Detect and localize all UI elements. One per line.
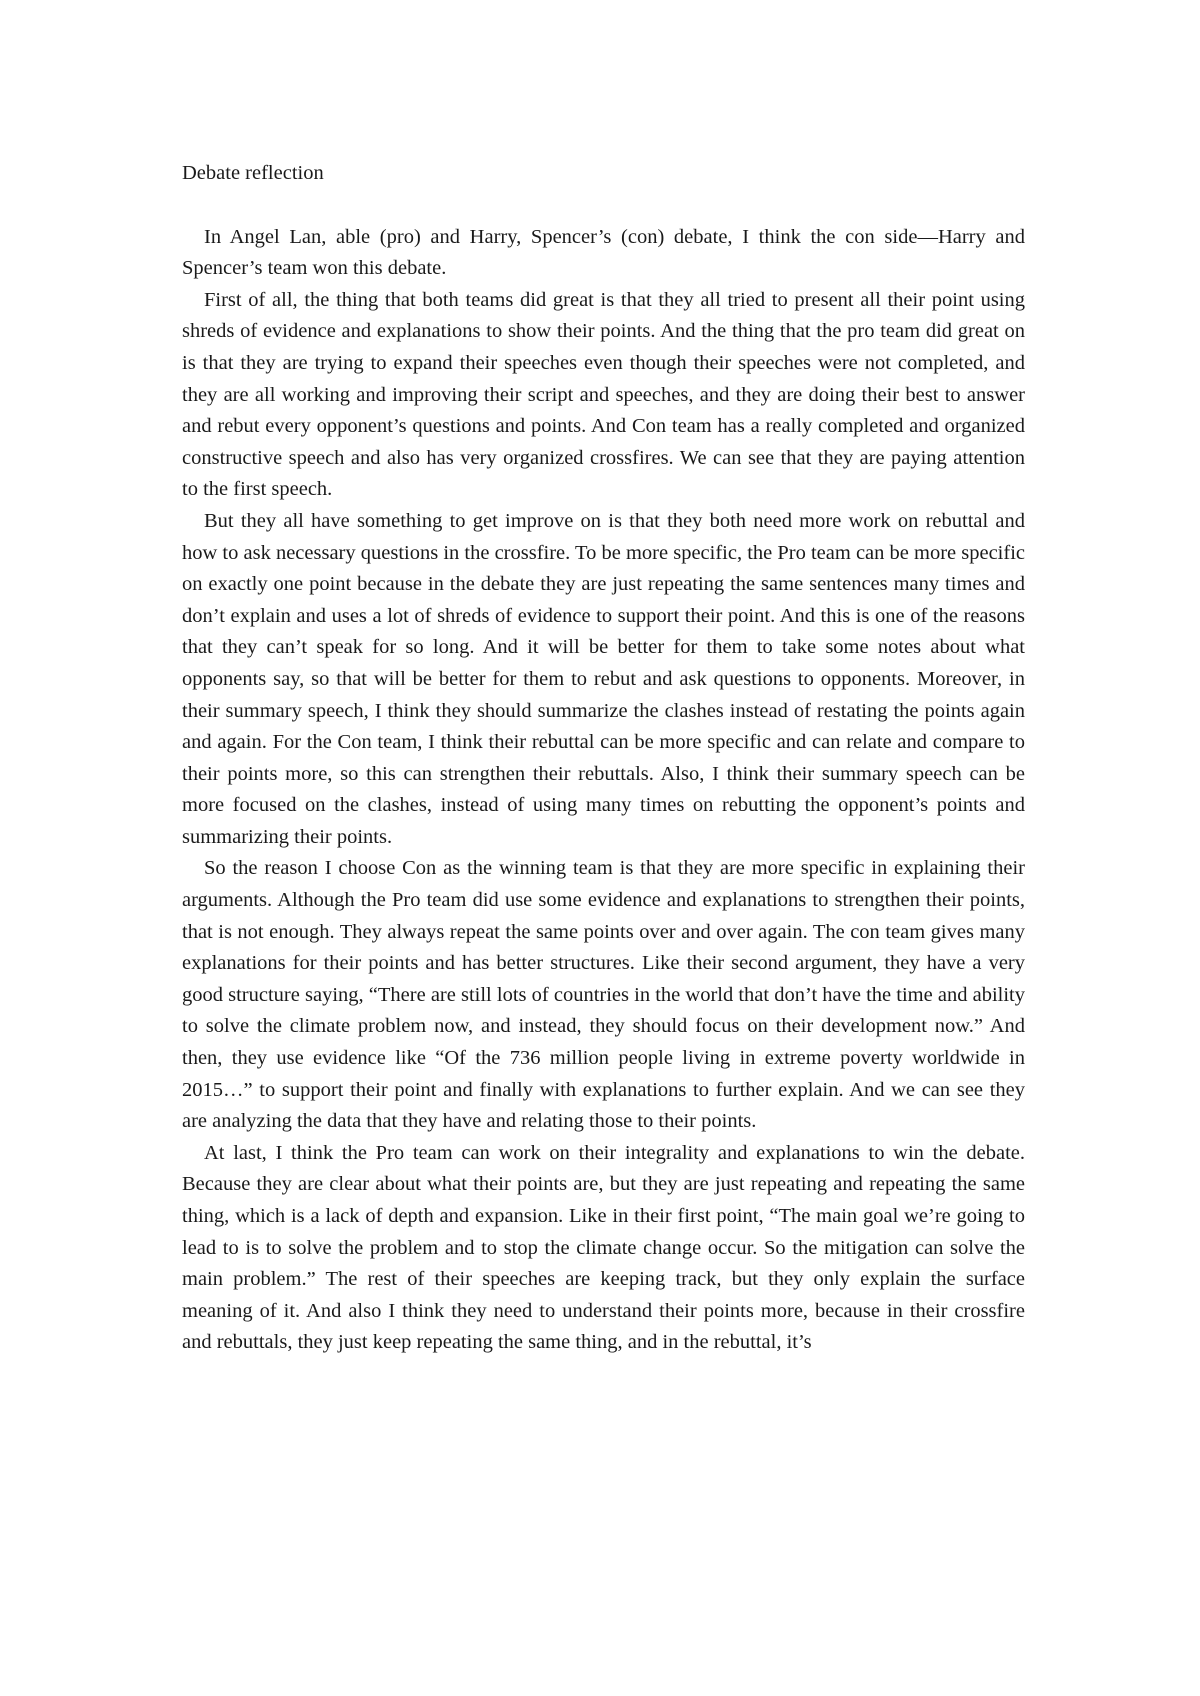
paragraph-strengths: First of all, the thing that both teams did great is that they all tried to present all their point using shreds of evidence and explanations to show their points. And the thing that the pro team did great on is that they are trying to expand their speeches even though their speeches were not completed, and they are all working and improving their script and speeches, and they are doing their best to answer and rebut every opponent’s questions and points. And Con team has a really completed and organized constructive speech and also has very organized crossfires. We can see that they are paying attention to the first speech. [182,288,1025,501]
paragraph-conclusion: At last, I think the Pro team can work on their integrality and explanations to win the debate. Because they are clear about what their points are, but they are just repeating and repeating the same thing, which is a lack of depth and expansion. Like in their first point, “The main goal we’re going to lead to is to solve the problem and to stop the climate change occur. So the mitigation can solve the main problem.” The rest of their speeches are keeping track, but they only explain the surface meaning of it. And also I think they need to understand their points more, because in their crossfire and rebuttals, they just keep repeating the same thing, and in the rebuttal, it’s [182,1141,1025,1354]
document-title: Debate reflection [182,162,324,184]
paragraph-improvements: But they all have something to get improve on is that they both need more work on rebuttal and how to ask necessary questions in the crossfire. To be more specific, the Pro team can be more specific on exactly one point because in the debate they are just repeating the same sentences many times and don’t explain and uses a lot of shreds of evidence to support their point. And this is one of the reasons that they can’t speak for so long. And it will be better for them to take some notes about what opponents say, so that will be better for them to rebut and ask questions to opponents. Moreover, in their summary speech, I think they should summarize the clashes instead of restating the points again and again. For the Con team, I think their rebuttal can be more specific and can relate and compare to their points more, so this can strengthen their rebuttals. Also, I think their summary speech can be more focused on the clashes, instead of using many times on rebutting the opponent’s points and summarizing their points. [182,509,1025,848]
paragraph-intro: In Angel Lan, able (pro) and Harry, Spencer’s (con) debate, I think the con side—Harry and Spencer’s team won this debate. [182,225,1025,280]
paragraph-winner-reason: So the reason I choose Con as the winning team is that they are more specific in explaining their arguments. Although the Pro team did use some evidence and explanations to strengthen their points, that is not enough. They always repeat the same points over and over again. The con team gives many explanations for their points and has better structures. Like their second argument, they have a very good structure saying, “There are still lots of countries in the world that don’t have the time and ability to solve the climate problem now, and instead, they should focus on their development now.” And then, they use evidence like “Of the 736 million people living in extreme poverty worldwide in 2015…” to support their point and finally with explanations to further explain. And we can see they are analyzing the data that they have and relating those to their points. [182,857,1025,1133]
document-body [182,158,1025,1359]
